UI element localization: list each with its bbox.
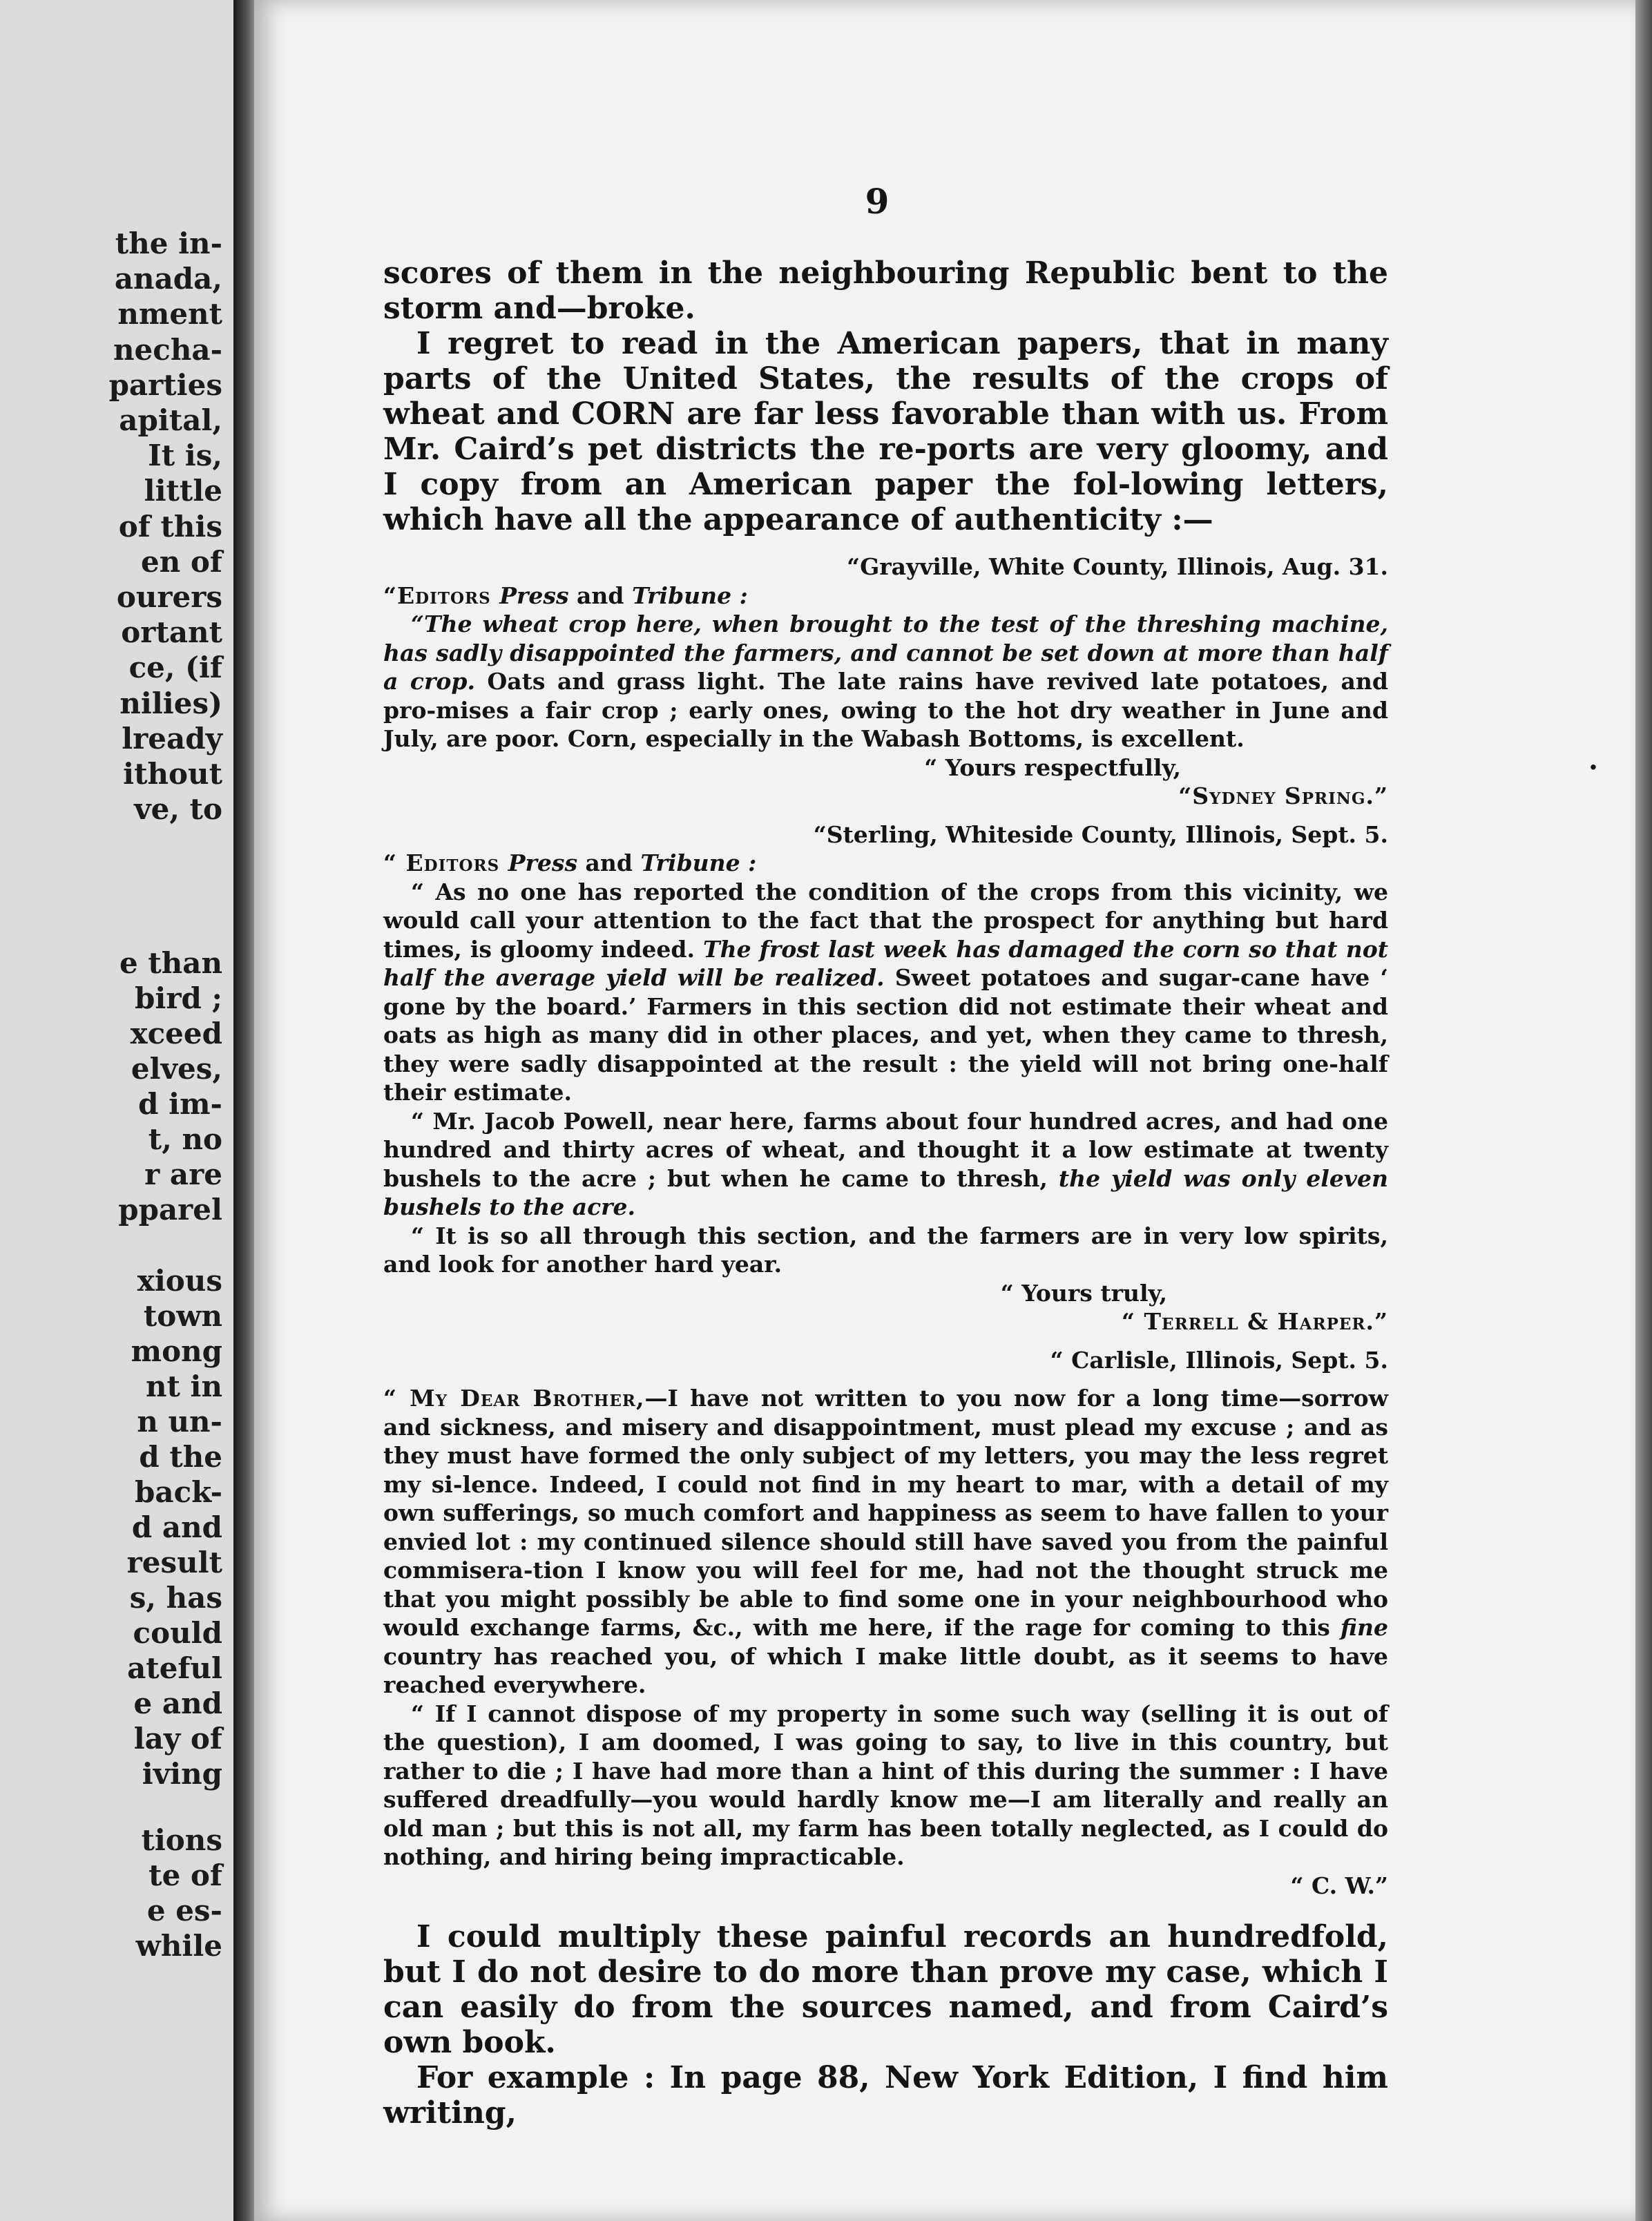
left-page-fragment: lay of — [133, 1722, 222, 1756]
left-page-fragment: bird ; — [135, 981, 222, 1015]
letter2-paragraph-3: “ It is so all through this section, and the farmers are in very low spirits, and look for another hard year. — [383, 1222, 1388, 1278]
left-page-fragment: nt in — [145, 1369, 222, 1403]
left-page-fragment: xceed — [130, 1017, 222, 1050]
letter1-closing: “ Yours respectfully, — [924, 753, 1181, 781]
left-page-fragment: xious — [137, 1264, 222, 1298]
left-page-fragment: could — [133, 1616, 222, 1650]
letter1-signature: “Sydney Spring.” — [1178, 782, 1388, 809]
page-content — [383, 256, 1388, 2131]
letter2-signature: “ Terrell & Harper.” — [1122, 1308, 1388, 1335]
left-page — [0, 0, 233, 2221]
letter2-dateline: “Sterling, Whiteside County, Illinois, Sept. 5. — [813, 820, 1388, 848]
letter3-paragraph-2: “ If I cannot dispose of my property in some such way (selling it is out of the question), I am doomed, I was going to say, to live in this country, but rather to die ; I have had more than a hint of this during the summer : I have suffered dreadfully—you would hardly know me—I am literally and really an old man ; but this is not all, my farm has been totally neglected, as I could do nothing, and hiring being impracticable. — [383, 1700, 1388, 1870]
letter1-salutation: “Editors Press and Tribune : — [383, 581, 748, 609]
letter2-paragraph-2: “ Mr. Jacob Powell, near here, farms about four hundred acres, and had one hundred and thirty acres of wheat, and thought it a low estimate at twenty bushels to the acre ; but when he came to thresh, the yield was only eleven bushels to the acre. — [383, 1107, 1388, 1220]
left-page-fragment: lready — [122, 721, 222, 756]
letter-carlisle — [383, 1346, 1388, 1901]
letter2-paragraph-1: “ As no one has reported the condition of the crops from this vicinity, we would call your attention to the fact that the prospect for anything but hard times, is gloomy indeed. The frost last week has damaged the corn so that not half the average yield will be realized. Sweet potatoes and sugar-cane have ‘ gone by the board.’ Farmers in this section did not estimate their wheat and oats as high as many did in other places, and yet, when they came to thresh, they were sadly disappointed at the result : the yield will not bring one-half their estimate. — [383, 878, 1388, 1106]
paragraph-4: For example : In page 88, New York Edition, I find him writing, — [383, 2060, 1388, 2131]
page-number: 9 — [865, 181, 890, 222]
left-page-fragment: d im- — [138, 1087, 222, 1121]
left-page-fragment: ce, (if — [128, 651, 222, 685]
left-page-fragment: necha- — [113, 332, 222, 367]
left-page-fragment: tions — [141, 1823, 222, 1857]
left-page-fragment: iving — [142, 1757, 222, 1791]
left-page-fragment: pparel — [118, 1193, 222, 1227]
left-page-fragment: little — [144, 474, 222, 508]
left-page-fragment: town — [143, 1299, 222, 1333]
left-page-fragment: parties — [108, 367, 222, 402]
left-page-fragment: back- — [135, 1475, 222, 1509]
letter3-paragraph-1: “ My Dear Brother,—I have not written to you now for a long time—sorrow and sickness, and misery and disappointment, must plead my excuse ; and as they must have formed the only subject of my letters, you may the less regret my si-lence. Indeed, I could not find in my heart to mar, with a detail of my own sufferings, so much comfort and happiness as seem to have fallen to your envied lot : my continued silence should still have saved you from the painful commisera-tion I know you will feel for me, had not the thought struck me that you might possibly be able to find some one in your neighbourhood who would exchange farms, &c., with me here, if the rage for coming to this fine country has reached you, of which I make little doubt, as it seems to have reached everywhere. — [383, 1385, 1389, 1698]
left-page-fragment: t, no — [148, 1122, 222, 1156]
left-page-fragment: n un- — [137, 1405, 222, 1439]
left-page-fragment: elves, — [131, 1052, 222, 1086]
left-page-fragment: te of — [148, 1858, 222, 1892]
left-page-fragment: apital, — [119, 403, 222, 437]
book-gutter — [233, 0, 254, 2221]
letter-grayville — [383, 552, 1388, 811]
left-page-fragment: ourers — [116, 580, 222, 614]
left-page-fragment: r are — [144, 1157, 222, 1191]
paragraph-1: scores of them in the neighbouring Republic bent to the storm and—broke. — [383, 256, 1388, 326]
letter-sterling — [383, 820, 1388, 1336]
left-page-fragment: s, has — [129, 1581, 222, 1615]
left-page-fragment: ithout — [123, 757, 222, 791]
left-page-fragment: nment — [117, 297, 222, 331]
left-page-fragment: result — [126, 1546, 222, 1579]
left-page-fragment: d the — [139, 1440, 222, 1474]
letter2-salutation: “ Editors Press and Tribune : — [383, 849, 757, 876]
left-page-fragment: anada, — [114, 262, 222, 296]
left-page-fragment: nilies) — [119, 686, 222, 720]
paragraph-2: I regret to read in the American papers, that in many parts of the United States, the results of the crops of wheat and CORN are far less favorable than with us. From Mr. Caird’s pet districts the re-ports are very gloomy, and I copy from an American paper the fol-lowing letters, which have all the appearance of authenticity :— — [383, 326, 1388, 537]
left-page-fragment: ve, to — [134, 792, 222, 827]
letter1-dateline: “Grayville, White County, Illinois, Aug. 31. — [847, 553, 1388, 580]
left-page-fragment: d and — [131, 1510, 222, 1544]
left-page-fragment: mong — [131, 1334, 222, 1368]
letter1-body: “The wheat crop here, when brought to the test of the threshing machine, has sadly disappointed the farmers, and cannot be set down at more than half a crop. Oats and grass light. The late rains have revived late potatoes, and pro-mises a fair crop ; early ones, owing to the hot dry weather in June and July, are poor. Corn, especially in the Wabash Bottoms, is excellent. — [383, 610, 1388, 752]
left-page-fragment: the in- — [115, 227, 222, 260]
left-page-fragment: of this — [118, 509, 222, 544]
left-page-fragment: ortant — [121, 615, 222, 650]
letter3-signature: “ C. W.” — [1290, 1872, 1388, 1899]
left-page-fragment: while — [135, 1929, 222, 1963]
page-edge-shadow — [1635, 0, 1652, 2221]
stray-ink-mark: · — [1588, 751, 1598, 784]
paragraph-3: I could multiply these painful records an hundredfold, but I do not desire to do more than prove my case, which I can easily do from the sources named, and from Caird’s own book. — [383, 1919, 1388, 2060]
left-page-fragment: e es- — [146, 1894, 222, 1927]
letter2-closing: “ Yours truly, — [1000, 1279, 1167, 1307]
left-page-fragment: e than — [119, 946, 222, 980]
left-page-fragment: e and — [133, 1686, 222, 1720]
left-page-fragment: It is, — [148, 439, 222, 473]
left-page-fragment: ateful — [127, 1651, 222, 1685]
letter3-dateline: “ Carlisle, Illinois, Sept. 5. — [1050, 1346, 1388, 1374]
left-page-fragment: en of — [141, 544, 222, 579]
